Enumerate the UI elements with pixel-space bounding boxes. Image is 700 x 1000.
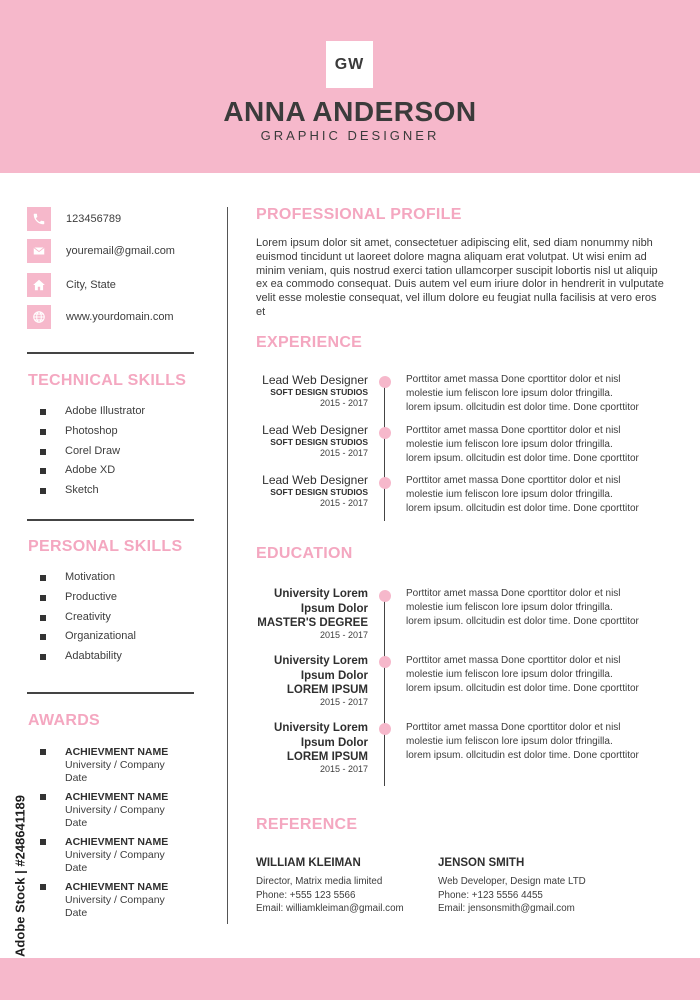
technical-skills-title: TECHNICAL SKILLS [28, 372, 187, 389]
job-role: Lead Web Designer [262, 423, 368, 437]
reference-entry [438, 856, 628, 916]
phone-icon [27, 207, 51, 231]
reference-name: WILLIAM KLEIMAN [256, 857, 361, 869]
award-org: University / Company [65, 849, 165, 861]
award-org: University / Company [65, 894, 165, 906]
desc-line: Porttitor amet massa Done cporttitor dolor et nisl [406, 425, 621, 436]
award-date: Date [65, 772, 88, 784]
globe-icon [27, 305, 51, 329]
reference-email: Email: jensonsmith@gmail.com [438, 903, 575, 914]
timeline-dot [379, 656, 391, 668]
list-item: Adobe XD [40, 461, 200, 481]
education-entry [230, 654, 368, 708]
education-description [406, 587, 668, 629]
desc-line: lorem ipsum. ollcitudin est dolor time. Done cporttitor [406, 402, 639, 413]
job-role: Lead Web Designer [262, 473, 368, 487]
list-item: Motivation [40, 568, 200, 588]
reference-entry [256, 856, 446, 916]
education-years: 2015 - 2017 [319, 630, 368, 640]
list-item: Corel Draw [40, 442, 200, 462]
desc-line: molestie ium feliscon lore ipsum dolor tfringilla. [406, 388, 613, 399]
job-years: 2015 - 2017 [319, 498, 368, 508]
desc-line: molestie ium feliscon lore ipsum dolor tfringilla. [406, 736, 613, 747]
candidate-role: GRAPHIC DESIGNER [260, 128, 440, 143]
experience-entry [230, 373, 368, 409]
desc-line: Porttitor amet massa Done cporttitor dolor et nisl [406, 475, 621, 486]
desc-line: lorem ipsum. ollcitudin est dolor time. Done cporttitor [406, 616, 639, 627]
desc-line: Porttitor amet massa Done cporttitor dolor et nisl [406, 588, 621, 599]
footer-band [0, 958, 700, 1000]
education-description [406, 654, 668, 696]
list-item: Productive [40, 588, 200, 608]
awards-list [40, 746, 210, 926]
job-company: SOFT DESIGN STUDIOS [270, 437, 368, 447]
desc-line: Porttitor amet massa Done cporttitor dolor et nisl [406, 655, 621, 666]
reference-phone: Phone: +123 5556 4455 [438, 889, 543, 901]
desc-line: molestie ium feliscon lore ipsum dolor tfringilla. [406, 489, 613, 500]
desc-line: lorem ipsum. ollcitudin est dolor time. Done cporttitor [406, 683, 639, 694]
stock-watermark [9, 765, 31, 987]
timeline-dot [379, 723, 391, 735]
technical-skills-list [40, 402, 200, 501]
reference-phone: Phone: +555 123 5566 [256, 889, 356, 901]
reference-email: Email: williamkleiman@gmail.com [256, 903, 404, 914]
education-years: 2015 - 2017 [319, 697, 368, 707]
experience-entry [230, 473, 368, 509]
reference-name: JENSON SMITH [438, 857, 525, 869]
school-name: Ipsum Dolor [300, 736, 368, 749]
job-years: 2015 - 2017 [319, 398, 368, 408]
desc-line: Porttitor amet massa Done cporttitor dolor et nisl [406, 722, 621, 733]
divider [27, 692, 194, 694]
education-description [406, 721, 668, 763]
award-org: University / Company [65, 804, 165, 816]
education-years: 2015 - 2017 [319, 764, 368, 774]
award-name: ACHIEVMENT NAME [65, 791, 169, 803]
contact-location-text: City, State [66, 279, 116, 291]
list-item: Organizational [40, 627, 200, 647]
award-date: Date [65, 907, 88, 919]
desc-line: lorem ipsum. ollcitudin est dolor time. Done cporttitor [406, 750, 639, 761]
degree: LOREM IPSUM [286, 751, 368, 763]
desc-line: lorem ipsum. ollcitudin est dolor time. Done cporttitor [406, 453, 639, 464]
job-description [406, 373, 668, 415]
school-name: University Lorem [274, 722, 368, 734]
contact-website [27, 305, 174, 329]
list-item: Sketch [40, 481, 200, 501]
timeline-dot [379, 477, 391, 489]
divider [27, 519, 194, 521]
experience-title: EXPERIENCE [256, 334, 363, 351]
job-description [406, 474, 668, 516]
contact-website-text: www.yourdomain.com [66, 311, 174, 323]
home-icon [27, 273, 51, 297]
award-name: ACHIEVMENT NAME [65, 746, 169, 758]
candidate-name: ANNA ANDERSON [223, 96, 477, 127]
job-description [406, 424, 668, 466]
job-company: SOFT DESIGN STUDIOS [270, 387, 368, 397]
school-name: Ipsum Dolor [300, 602, 368, 615]
personal-skills-title: PERSONAL SKILLS [28, 538, 183, 555]
reference-position: Director, Matrix media limited [256, 876, 383, 887]
desc-line: molestie ium feliscon lore ipsum dolor tfringilla. [406, 439, 613, 450]
contact-phone [27, 207, 121, 231]
desc-line: molestie ium feliscon lore ipsum dolor tfringilla. [406, 602, 613, 613]
job-years: 2015 - 2017 [319, 448, 368, 458]
profile-text: Lorem ipsum dolor sit amet, consectetuer adipiscing elit, sed diam nonummy nibh euismod tincidunt ut laoreet dolore magna aliquam erat volutpat. Ut wisi enim ad minim veniam, quis nostrud exerci tation ullamcorper suscipit lobortis nisl ut aliquip ex ea commodo consequat. Duis autem vel eum iriure dolor in hendrerit in vulputate velit esse molestie consequat, vel illum dolore eu feugiat nulla facilisis at vero eros et [256, 237, 664, 318]
award-name: ACHIEVMENT NAME [65, 836, 169, 848]
timeline-dot [379, 590, 391, 602]
award-item [40, 836, 210, 881]
desc-line: lorem ipsum. ollcitudin est dolor time. Done cporttitor [406, 503, 639, 514]
stock-watermark-text: Adobe Stock | #248641189 [12, 795, 28, 957]
contact-email [27, 239, 175, 263]
monogram-logo: GW [326, 41, 373, 88]
timeline-dot [379, 427, 391, 439]
experience-entry [230, 423, 368, 459]
contact-email-text: youremail@gmail.com [66, 245, 175, 257]
desc-line: Porttitor amet massa Done cporttitor dolor et nisl [406, 374, 621, 385]
contact-phone-text: 123456789 [66, 213, 122, 225]
column-divider [227, 207, 228, 924]
education-title: EDUCATION [256, 545, 353, 562]
desc-line: molestie ium feliscon lore ipsum dolor tfringilla. [406, 669, 613, 680]
education-entry [230, 587, 368, 641]
school-name: University Lorem [274, 588, 368, 600]
award-date: Date [65, 862, 88, 874]
education-entry [230, 721, 368, 775]
degree: LOREM IPSUM [286, 684, 368, 696]
mail-icon [27, 239, 51, 263]
personal-skills-list [40, 568, 200, 667]
list-item: Adabtability [40, 647, 200, 667]
degree: MASTER'S DEGREE [257, 617, 368, 629]
reference-title: REFERENCE [256, 816, 358, 833]
award-name: ACHIEVMENT NAME [65, 881, 169, 893]
award-org: University / Company [65, 759, 165, 771]
job-company: SOFT DESIGN STUDIOS [270, 487, 368, 497]
contact-location [27, 273, 116, 297]
awards-title: AWARDS [28, 712, 101, 729]
school-name: University Lorem [274, 655, 368, 667]
list-item: Photoshop [40, 422, 200, 442]
award-date: Date [65, 817, 88, 829]
reference-position: Web Developer, Design mate LTD [438, 876, 586, 887]
school-name: Ipsum Dolor [300, 669, 368, 682]
experience-timeline [384, 380, 385, 521]
education-timeline [384, 594, 385, 786]
award-item [40, 881, 210, 926]
list-item: Adobe Illustrator [40, 402, 200, 422]
list-item: Creativity [40, 608, 200, 628]
timeline-dot [379, 376, 391, 388]
job-role: Lead Web Designer [262, 373, 368, 387]
award-item [40, 746, 210, 791]
profile-title: PROFESSIONAL PROFILE [256, 206, 462, 223]
award-item [40, 791, 210, 836]
divider [27, 352, 194, 354]
